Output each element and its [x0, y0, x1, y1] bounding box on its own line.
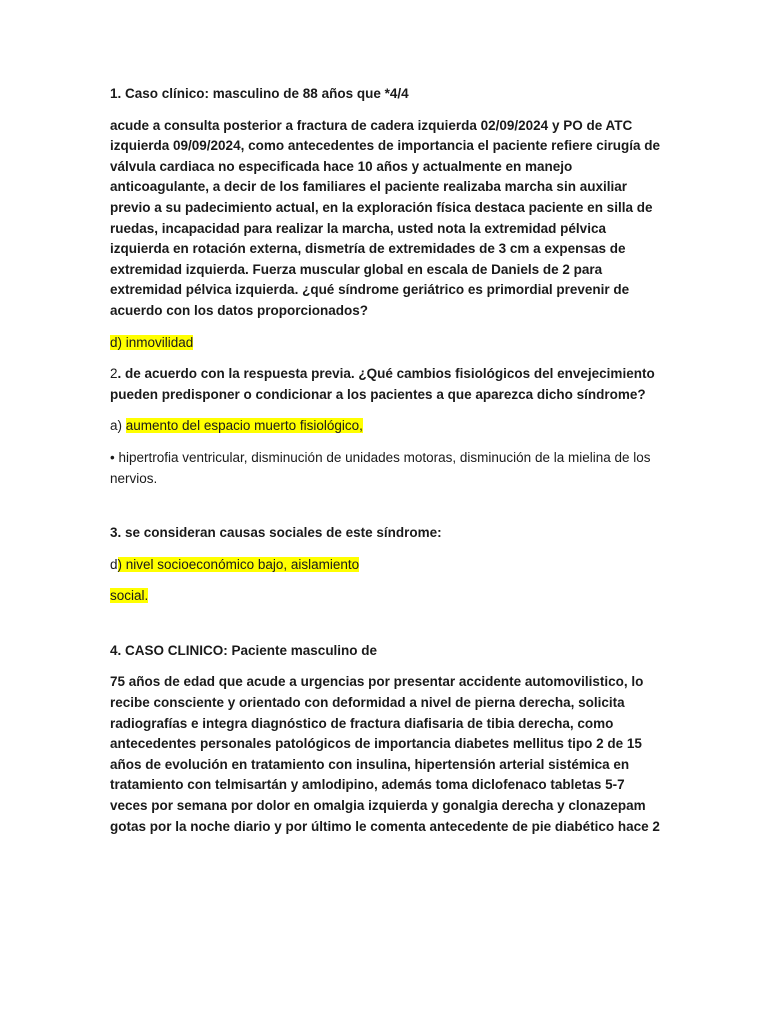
q3-answer-line2-highlight: social.: [110, 588, 149, 604]
q1-title: 1. Caso clínico: masculino de 88 años que *4/4: [110, 86, 409, 101]
q3-answer-line2: [110, 586, 660, 607]
q3-answer: [110, 555, 660, 576]
q1-answer: [110, 333, 660, 354]
q1-answer-highlight: d) inmovilidad: [110, 334, 194, 350]
q4-body: 75 años de edad que acude a urgencias por presentar accidente automovilistico, lo recibe consciente y orientado con deformidad a nivel de pierna derecha, solicita radiografías e integra diagnóstico de fractura diafisaria de tibia derecha, como antecedentes personales patológicos de importancia diabetes mellitus tipo 2 de 15 años de evolución en tratamiento con insulina, hipertensión arterial sistémica en tratamiento con telmisartán y amlodipino, además toma diclofenaco tabletas 5-7 veces por semana por dolor en omalgia izquierda y gonalgia derecha y clonazepam gotas por la noche diario y por último le comenta antecedente de pie diabético hace 2: [110, 674, 660, 834]
q1-body: acude a consulta posterior a fractura de cadera izquierda 02/09/2024 y PO de ATC izquierda 09/09/2024, como antecedentes de importancia el paciente refiere cirugía de válvula cardiaca no especificada hace 10 años y actualmente en manejo anticoagulante, a decir de los familiares el paciente realizaba marcha sin auxiliar previo a su padecimiento actual, en la exploración física destaca paciente en silla de ruedas, incapacidad para realizar la marcha, usted nota la extremidad pélvica izquierda en rotación externa, dismetría de extremidades de 3 cm a expensas de extremidad izquierda. Fuerza muscular global en escala de Daniels de 2 para extremidad pélvica izquierda. ¿qué síndrome geriátrico es primordial prevenir de acuerdo con los datos proporcionados?: [110, 117, 660, 318]
q3-answer-highlight: ) nivel socioeconómico bajo, aislamiento: [117, 556, 360, 572]
q2-answer: [110, 416, 660, 437]
document-page: [110, 84, 660, 837]
q4-title: 4. CASO CLINICO: Paciente masculino de: [110, 642, 378, 658]
q2-note: • hipertrofia ventricular, disminución de unidades motoras, disminución de la mielina de los nervios.: [110, 449, 651, 486]
q2-answer-highlight: aumento del espacio muerto fisiológico,: [125, 418, 363, 434]
q3-answer-prefix: d: [110, 556, 118, 572]
q2-question-text: . de acuerdo con la respuesta previa. ¿Qué cambios fisiológicos del envejecimiento pueden predisponer o condicionar a los pacientes a que aparezca dicho síndrome?: [110, 366, 655, 402]
q2-answer-prefix: a): [110, 418, 126, 434]
q2-question: [110, 364, 660, 405]
q2-number: 2: [110, 366, 118, 382]
q3-question: 3. se consideran causas sociales de este síndrome:: [110, 525, 442, 541]
